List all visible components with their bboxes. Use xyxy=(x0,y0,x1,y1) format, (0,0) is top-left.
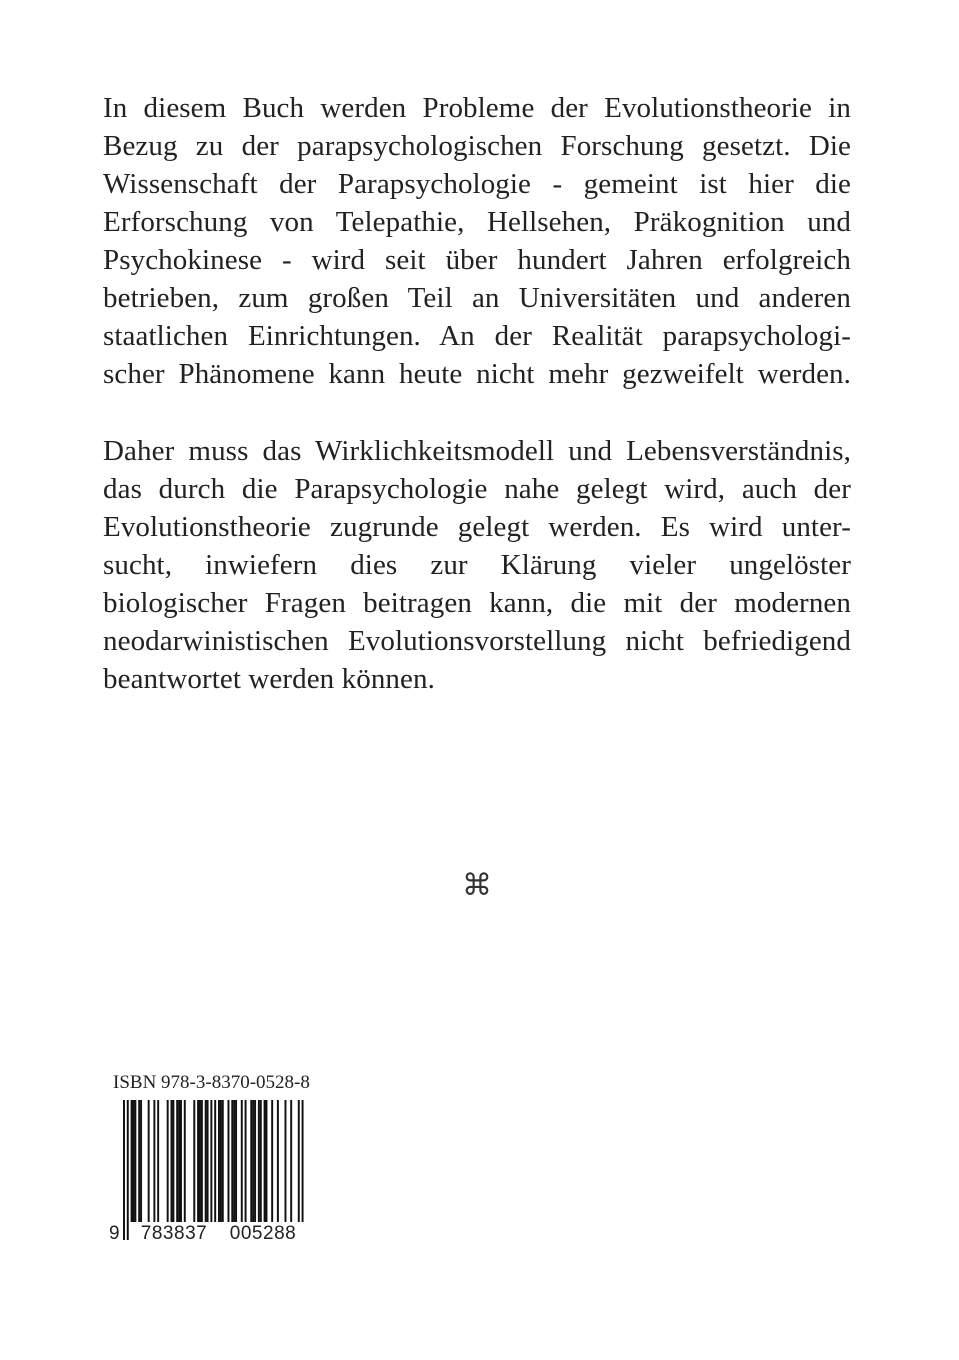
barcode-bar xyxy=(138,1100,140,1222)
barcode-bar xyxy=(222,1100,224,1222)
barcode-bar xyxy=(258,1100,260,1222)
barcode-bar xyxy=(131,1100,133,1222)
barcode-bar xyxy=(193,1100,195,1222)
barcode-digit-group-right: 005288 xyxy=(220,1222,306,1246)
barcode-bar xyxy=(140,1100,142,1222)
barcode-digit-group-left: 783837 xyxy=(131,1222,217,1246)
blurb-line: biologischer Fragen beitragen kann, die mit der modernen xyxy=(103,587,851,619)
place-of-interest-sign-icon: ⌘ xyxy=(462,868,492,903)
barcode-bar xyxy=(157,1100,159,1222)
barcode-bar xyxy=(250,1100,252,1222)
barcode-bar xyxy=(290,1100,292,1222)
barcode-bar xyxy=(233,1100,235,1222)
barcode-guard-bar xyxy=(298,1100,300,1240)
blurb-line: das durch die Parapsychologie nahe gelegt wird, auch der xyxy=(103,473,851,505)
barcode-bar xyxy=(171,1100,173,1222)
barcode-bar xyxy=(176,1100,178,1222)
barcode-bar xyxy=(235,1100,237,1222)
barcode-bar xyxy=(260,1100,262,1222)
barcode-bar xyxy=(285,1100,287,1222)
barcode-bar xyxy=(254,1100,256,1222)
blurb-line: Bezug zu der parapsychologischen Forschung gesetzt. Die xyxy=(103,130,851,162)
barcode-bar xyxy=(201,1100,203,1222)
blurb-paragraph-1 xyxy=(103,89,851,393)
barcode-digits xyxy=(105,1222,313,1246)
barcode-bar xyxy=(197,1100,199,1222)
barcode-bar xyxy=(180,1100,182,1222)
barcode-bar xyxy=(184,1100,186,1222)
barcode-guard-bar xyxy=(302,1100,304,1240)
blurb-line: In diesem Buch werden Probleme der Evolutionstheorie in xyxy=(103,92,851,124)
blurb-line: Wissenschaft der Parapsychologie - gemeint ist hier die xyxy=(103,168,851,200)
isbn-label: ISBN 978-3-8370-0528-8 xyxy=(113,1072,310,1093)
blurb-line: Evolutionstheorie zugrunde gelegt werden. Es wird unter- xyxy=(103,511,851,543)
barcode-guard-bar xyxy=(123,1100,125,1240)
barcode-bar xyxy=(218,1100,220,1222)
barcode-guard-bar xyxy=(210,1100,212,1240)
barcode-bar xyxy=(153,1100,155,1222)
barcode-bar xyxy=(207,1100,209,1222)
blurb-paragraph-2 xyxy=(103,432,851,698)
barcode-bar xyxy=(178,1100,180,1222)
barcode-bar xyxy=(133,1100,135,1222)
isbn-barcode xyxy=(105,1098,313,1246)
barcode-bar xyxy=(167,1100,169,1222)
barcode-guard-bar xyxy=(214,1100,216,1240)
barcode-bar xyxy=(220,1100,222,1222)
blurb-line: sucht, inwiefern dies zur Klärung vieler ungelöster xyxy=(103,549,851,581)
blurb-line: neodarwinistischen Evolutionsvorstellung nicht befriedigend xyxy=(103,625,851,657)
barcode-bar xyxy=(245,1100,247,1222)
blurb-line: betrieben, zum großen Teil an Universitäten und anderen xyxy=(103,282,851,314)
blurb-line: Psychokinese - wird seit über hundert Jahren erfolgreich xyxy=(103,244,851,276)
barcode-bar xyxy=(231,1100,233,1222)
barcode-bar xyxy=(277,1100,279,1222)
barcode-guard-bar xyxy=(127,1100,129,1240)
barcode-bar xyxy=(148,1100,150,1222)
barcode-bar xyxy=(134,1100,136,1222)
blurb-line: beantwortet werden können. xyxy=(103,663,435,695)
barcode-bar xyxy=(199,1100,201,1222)
barcode-bar xyxy=(271,1100,273,1222)
barcode-bar xyxy=(264,1100,266,1222)
barcode-bar xyxy=(266,1100,268,1222)
blurb-line: Erforschung von Telepathie, Hellsehen, Präkognition und xyxy=(103,206,851,238)
barcode-bar xyxy=(241,1100,243,1222)
barcode-digit-lead: 9 xyxy=(109,1223,120,1244)
barcode-bar xyxy=(228,1100,230,1222)
blurb-line: scher Phänomene kann heute nicht mehr gezweifelt werden. xyxy=(103,358,851,390)
blurb-line: Daher muss das Wirklichkeitsmodell und Lebensverständnis, xyxy=(103,435,851,467)
barcode-bar xyxy=(172,1100,174,1222)
barcode-bar xyxy=(252,1100,254,1222)
blurb-line: staatlichen Einrichtungen. An der Realität parapsychologi- xyxy=(103,320,851,352)
barcode-bar xyxy=(205,1100,207,1222)
